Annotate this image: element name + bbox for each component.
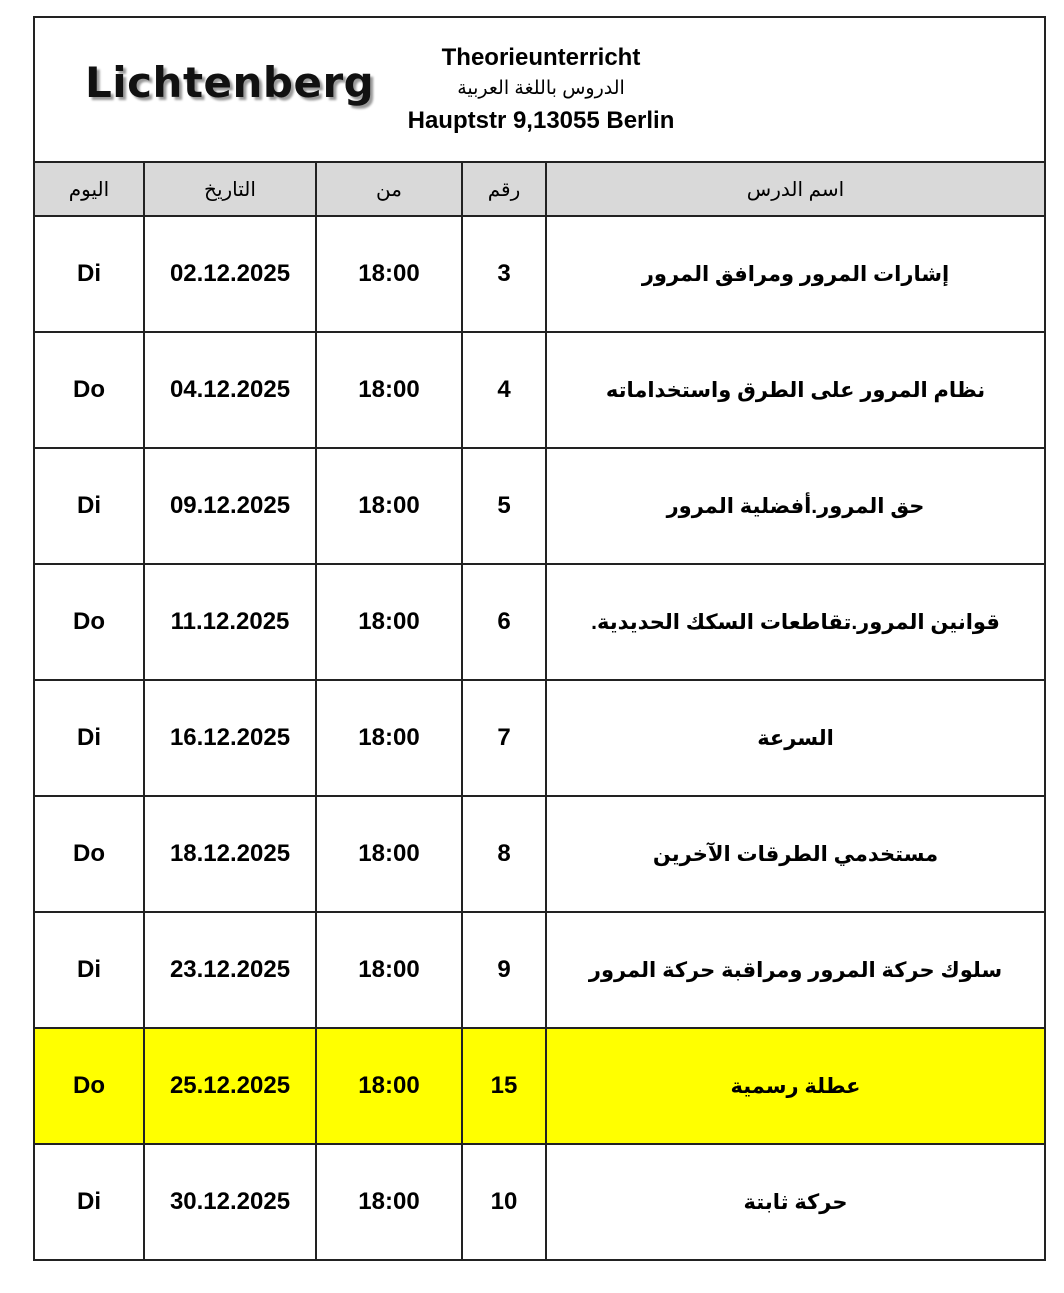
table-row — [35, 796, 1044, 912]
column-header-day: اليوم — [35, 163, 144, 216]
table-row — [35, 448, 1044, 564]
table-row — [35, 564, 1044, 680]
column-header-from: من — [316, 163, 462, 216]
cell-from: 18:00 — [316, 332, 462, 448]
schedule-sheet — [33, 16, 1046, 1261]
cell-number: 4 — [462, 332, 546, 448]
cell-from: 18:00 — [316, 796, 462, 912]
cell-lesson: نظام المرور على الطرق واستخداماته — [546, 332, 1044, 448]
cell-date: 02.12.2025 — [144, 216, 316, 332]
cell-number: 9 — [462, 912, 546, 1028]
cell-from: 18:00 — [316, 216, 462, 332]
header-titles — [373, 42, 709, 138]
cell-lesson: حق المرور.أفضلية المرور — [546, 448, 1044, 564]
cell-date: 11.12.2025 — [144, 564, 316, 680]
cell-day: Di — [35, 912, 144, 1028]
table-row — [35, 1144, 1044, 1259]
cell-lesson: حركة ثابتة — [546, 1144, 1044, 1259]
cell-from: 18:00 — [316, 912, 462, 1028]
cell-lesson: عطلة رسمية — [546, 1028, 1044, 1144]
cell-lesson: السرعة — [546, 680, 1044, 796]
page-title: Theorieunterricht — [441, 44, 641, 71]
cell-number: 15 — [462, 1028, 546, 1144]
cell-day: Do — [35, 564, 144, 680]
cell-from: 18:00 — [316, 448, 462, 564]
column-header-lesson: اسم الدرس — [546, 163, 1044, 216]
cell-from: 18:00 — [316, 564, 462, 680]
cell-date: 25.12.2025 — [144, 1028, 316, 1144]
cell-day: Do — [35, 332, 144, 448]
cell-number: 7 — [462, 680, 546, 796]
cell-date: 09.12.2025 — [144, 448, 316, 564]
cell-from: 18:00 — [316, 680, 462, 796]
cell-date: 30.12.2025 — [144, 1144, 316, 1259]
cell-day: Di — [35, 1144, 144, 1259]
lesson-schedule-table — [35, 163, 1044, 1259]
table-row — [35, 332, 1044, 448]
column-header-number: رقم — [462, 163, 546, 216]
cell-date: 16.12.2025 — [144, 680, 316, 796]
cell-day: Di — [35, 680, 144, 796]
column-header-date: التاريخ — [144, 163, 316, 216]
cell-day: Do — [35, 796, 144, 912]
address: Hauptstr 9,13055 Berlin — [407, 107, 675, 134]
logo-lichtenberg: Lichtenberg — [85, 58, 375, 107]
table-row — [35, 1028, 1044, 1144]
cell-date: 04.12.2025 — [144, 332, 316, 448]
table-header-row — [35, 163, 1044, 216]
cell-number: 5 — [462, 448, 546, 564]
cell-from: 18:00 — [316, 1028, 462, 1144]
cell-date: 23.12.2025 — [144, 912, 316, 1028]
cell-lesson: إشارات المرور ومرافق المرور — [546, 216, 1044, 332]
cell-day: Di — [35, 448, 144, 564]
cell-number: 6 — [462, 564, 546, 680]
table-row — [35, 216, 1044, 332]
cell-lesson: قوانين المرور.تقاطعات السكك الحديدية. — [546, 564, 1044, 680]
cell-lesson: مستخدمي الطرقات الآخرين — [546, 796, 1044, 912]
cell-day: Do — [35, 1028, 144, 1144]
table-row — [35, 912, 1044, 1028]
cell-date: 18.12.2025 — [144, 796, 316, 912]
cell-number: 3 — [462, 216, 546, 332]
cell-number: 8 — [462, 796, 546, 912]
cell-lesson: سلوك حركة المرور ومراقبة حركة المرور — [546, 912, 1044, 1028]
cell-from: 18:00 — [316, 1144, 462, 1259]
cell-day: Di — [35, 216, 144, 332]
document-header — [35, 18, 1044, 163]
table-row — [35, 680, 1044, 796]
page-subtitle: الدروس باللغة العربية — [457, 78, 625, 99]
cell-number: 10 — [462, 1144, 546, 1259]
